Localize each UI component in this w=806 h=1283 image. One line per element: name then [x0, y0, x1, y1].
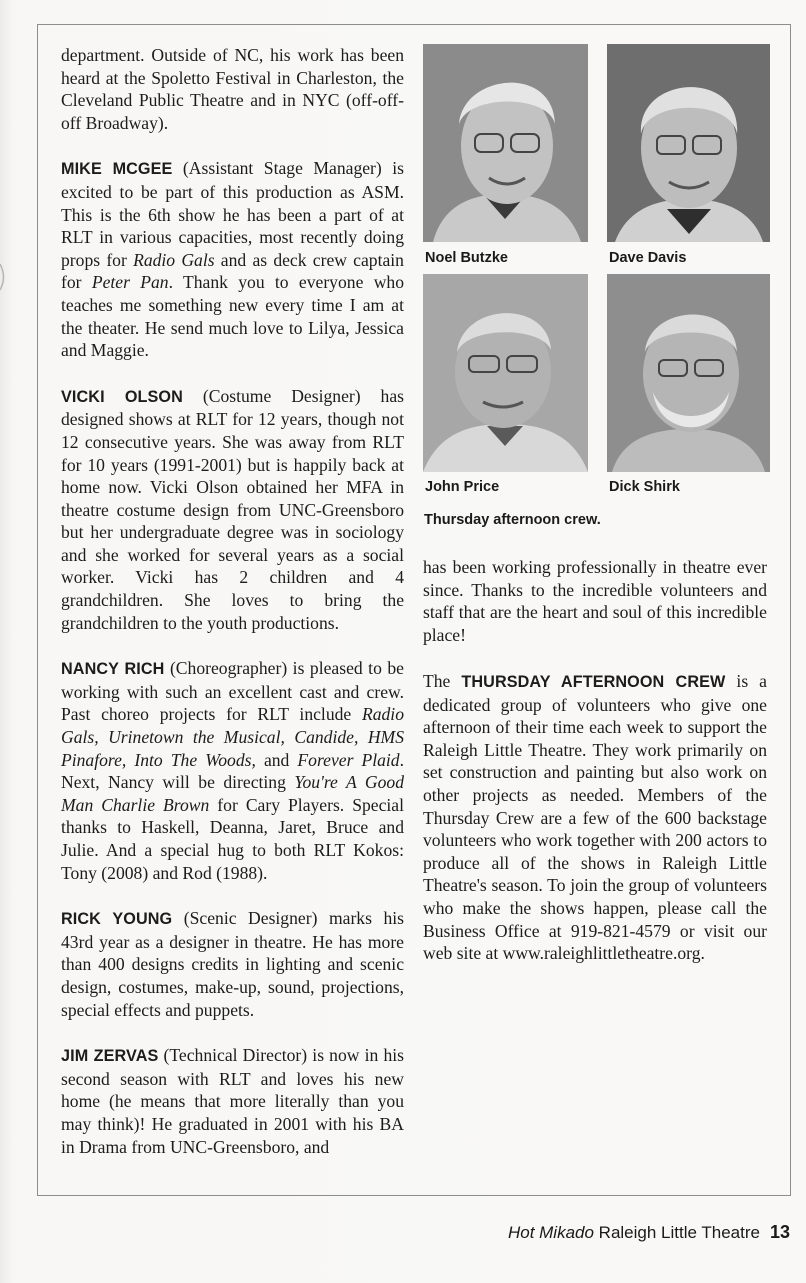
portrait-photo-dick-shirk [607, 274, 770, 472]
page-footer [400, 1222, 790, 1246]
bio-continuation: department. Outside of NC, his work has been heard at the Spoletto Festival in Charleston, the Cleveland Public Theatre and in NYC (off-off-off Broadway). [61, 45, 404, 133]
photo-caption: Dick Shirk [609, 479, 680, 495]
binding-mark [0, 262, 8, 292]
organization-name: Raleigh Little Theatre [593, 1223, 760, 1242]
bio-jim-zervas: JIM ZERVAS (Technical Director) is now in his second season with RLT and loves his new home (he means that more literally than you may think)! He graduated in 2001 with his BA in Drama from UNC-Greensboro, and [61, 1045, 404, 1157]
bio-name: NANCY RICH [61, 660, 165, 679]
bio-name: MIKE MCGEE [61, 160, 173, 179]
bio-nancy-rich: NANCY RICH (Choreographer) is pleased to be working with such an excellent cast and crew. Past choreo projects for RLT include Radio Gals, Urinetown the Musical, Candide, HMS Pinafore, Into The Woods, and Forever Plaid. Next, Nancy will be directing You're A Good Man Charlie Brown for Cary Players. Special thanks to Haskell, Deanna, Jaret, Bruce and Julie. And a special hug to both RLT Kokos: Tony (2008) and Rod (1988). [61, 658, 404, 883]
bio-continuation-right: has been working professionally in theatre ever since. Thanks to the incredible volunteers and staff that are the heart and soul of this incredible place! [423, 557, 767, 645]
portrait-photo-dave-davis [607, 44, 770, 242]
photo-caption: Dave Davis [609, 250, 687, 266]
bio-vicki-olson: VICKI OLSON (Costume Designer) has designed shows at RLT for 12 years, though not 12 consecutive years. She was away from RLT for 10 years (1991-2001) but is happily back at home now. Vicki Olson obtained her MFA in theatre costume design from UNC-Greensboro but her undergraduate degree was in sociology and she worked for several years as a social worker. Vicki has 2 children and 4 grandchildren. She loves to bring the grandchildren to the youth productions. [61, 385, 405, 633]
photo-group-caption: Thursday afternoon crew. [424, 512, 601, 528]
bio-column-left [61, 44, 404, 1181]
portrait-photo-john-price [423, 274, 588, 472]
portrait-photo-noel-butzke [423, 44, 588, 242]
show-title: Hot Mikado [507, 1223, 594, 1242]
crew-name: THURSDAY AFTERNOON CREW [461, 673, 726, 691]
page-number: 13 [769, 1222, 790, 1242]
bio-name: JIM ZERVAS [61, 1047, 159, 1066]
bio-name: VICKI OLSON [61, 387, 183, 406]
bio-rick-young: RICK YOUNG (Scenic Designer) marks his 43rd year as a designer in theatre. He has more than 400 designs credits in lighting and scenic design, costumes, make-up, sound, projections, special effects and puppets. [61, 908, 405, 1020]
bio-name: RICK YOUNG [61, 910, 173, 929]
photo-caption: John Price [425, 479, 500, 495]
crew-description: The THURSDAY AFTERNOON CREW is a dedicated group of volunteers who give one afternoon of their time each week to support the Raleigh Little Theatre. They work primarily on set construction and painting but also work on other projects as needed. Members of the Thursday Crew are a few of the 600 backstage volunteers who work together with 200 actors to produce all of the shows in Raleigh Little Theatre's season. To join the group of volunteers who make the shows happen, please call the Business Office at 919-821-4579 or visit our web site at www.raleighlittletheatre.org. [423, 671, 767, 964]
bio-mike-mcgee: MIKE MCGEE (Assistant Stage Manager) is excited to be part of this production as ASM. This is the 6th show he has been a part of at RLT in various capacities, most recently doing props for Radio Gals and as deck crew captain for Peter Pan. Thank you to everyone who teaches me something new every time I am at the theater. He send much love to Lilya, Jessica and Maggie. [61, 158, 404, 361]
photo-caption: Noel Butzke [425, 250, 508, 266]
